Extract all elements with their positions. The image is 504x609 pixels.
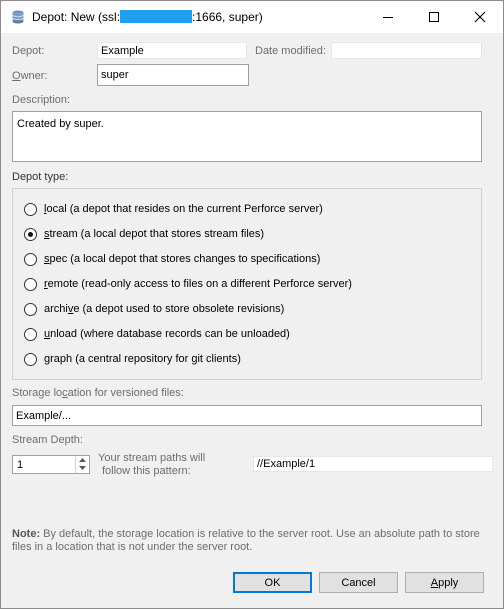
radio-button-selected[interactable] [24, 228, 37, 241]
radio-label-spec [44, 253, 320, 265]
button-label-rest: pply [438, 576, 459, 589]
owner-label-accel: O [12, 70, 21, 82]
description-field[interactable]: Created by super. [12, 111, 482, 162]
close-icon [474, 11, 486, 23]
date-modified-label: Date modified: [255, 45, 326, 57]
radio-label-stream [44, 228, 264, 240]
radio-unload[interactable] [24, 326, 290, 342]
apply-button[interactable] [405, 572, 484, 593]
spin-down-button[interactable] [76, 464, 89, 472]
title-suffix: :1666, super) [192, 10, 263, 24]
stream-depth-label: Stream Depth: [12, 434, 83, 446]
cancel-button[interactable]: Cancel [319, 572, 398, 593]
minimize-button[interactable] [365, 1, 411, 33]
radio-button[interactable] [24, 253, 37, 266]
close-button[interactable] [457, 1, 503, 33]
ok-button[interactable]: OK [233, 572, 312, 593]
stream-pattern-field: //Example/1 [253, 456, 493, 472]
radio-spec[interactable] [24, 251, 320, 267]
radio-label-remote [44, 278, 352, 290]
chevron-down-icon [79, 466, 86, 470]
accel-key: g [44, 353, 51, 365]
radio-button[interactable] [24, 328, 37, 341]
title-prefix: Depot: New (ssl: [32, 10, 121, 24]
option-text: ocal (a depot that resides on the current Perforce server) [46, 203, 323, 215]
accel-key: u [44, 328, 51, 340]
radio-graph[interactable] [24, 351, 241, 367]
radio-label-local [44, 203, 323, 215]
storage-location-label [12, 387, 184, 399]
radio-local[interactable] [24, 201, 323, 217]
chevron-up-icon [79, 458, 86, 462]
label-pre: Storage lo [12, 387, 63, 399]
note-text: By default, the storage location is relative to the server root. Use an absolute path to store files in a location that is not under the server root. [12, 528, 480, 553]
radio-button[interactable] [24, 303, 37, 316]
option-text-pre: archi [44, 303, 68, 315]
stream-depth-value: 1 [17, 459, 24, 471]
option-text: emote (read-only access to files on a different Perforce server) [47, 278, 352, 290]
accel-key: s [44, 253, 50, 265]
database-icon [10, 9, 26, 25]
option-text: tream (a local depot that stores stream files) [49, 228, 265, 240]
hint-line-1: Your stream paths will [98, 452, 206, 464]
stream-depth-stepper[interactable] [12, 455, 90, 474]
spin-up-button[interactable] [76, 456, 89, 464]
owner-field[interactable]: super [97, 64, 249, 86]
description-label: Description: [12, 94, 71, 106]
accel-key: A [430, 576, 439, 589]
accel-key: v [67, 303, 74, 315]
radio-button[interactable] [24, 278, 37, 291]
window-title [32, 10, 263, 24]
depot-label: Depot: [12, 45, 45, 57]
maximize-icon [428, 11, 440, 23]
spin-buttons [75, 456, 89, 473]
storage-note [12, 528, 482, 554]
date-modified-field [331, 42, 482, 59]
radio-archive[interactable] [24, 301, 284, 317]
redacted-host [120, 10, 192, 23]
storage-location-field[interactable]: Example/... [12, 405, 482, 426]
option-text: nload (where database records can be unloaded) [50, 328, 290, 340]
accel-key: s [44, 228, 50, 240]
depot-type-group [12, 188, 482, 380]
hint-line-2: follow this pattern: [102, 465, 191, 477]
minimize-icon [382, 11, 394, 23]
radio-remote[interactable] [24, 276, 352, 292]
option-text: raph (a central repository for git clients) [50, 353, 241, 365]
radio-stream[interactable] [24, 226, 264, 242]
maximize-button[interactable] [411, 1, 457, 33]
stream-pattern-hint [98, 452, 205, 478]
radio-button[interactable] [24, 203, 37, 216]
radio-label-graph [44, 353, 241, 365]
depot-type-label: Depot type: [12, 171, 69, 183]
depot-name-field[interactable]: Example [97, 42, 247, 59]
owner-label-rest: wner: [20, 70, 48, 82]
title-bar [1, 1, 503, 33]
accel-key: l [44, 203, 47, 215]
radio-label-unload [44, 328, 290, 340]
option-text: e (a depot used to store obsolete revisions) [73, 303, 285, 315]
radio-button[interactable] [24, 353, 37, 366]
label-rest: ation for versioned files: [67, 387, 184, 399]
radio-label-archive [44, 303, 284, 315]
accel-key: c [62, 387, 68, 399]
owner-label [12, 70, 47, 82]
accel-key: r [44, 278, 48, 290]
note-label: Note: [12, 528, 41, 540]
option-text: pec (a local depot that stores changes to specifications) [49, 253, 321, 265]
